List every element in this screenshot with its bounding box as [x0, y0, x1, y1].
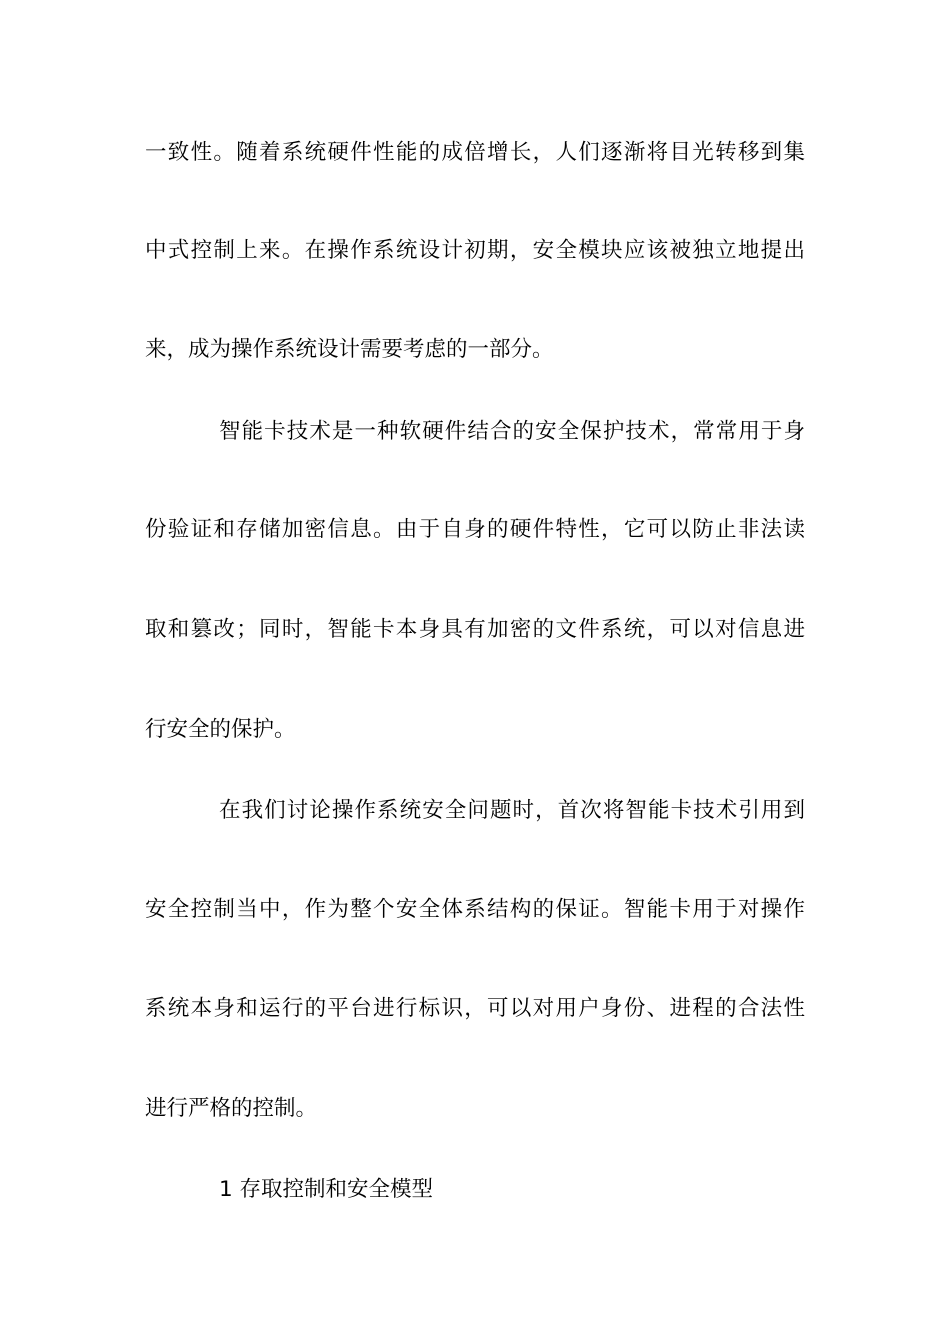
section-heading: 1 存取控制和安全模型: [219, 1177, 434, 1202]
paragraph-3-line-3: 系统本身和运行的平台进行标识，可以对用户身份、进程的合法性: [145, 996, 805, 1021]
paragraph-2-line-2: 份验证和存储加密信息。由于自身的硬件特性，它可以防止非法读: [145, 517, 805, 542]
paragraph-1-line-1: 一致性。随着系统硬件性能的成倍增长，人们逐渐将目光转移到集: [145, 140, 805, 165]
paragraph-2-line-3: 取和篡改；同时，智能卡本身具有加密的文件系统，可以对信息进: [145, 617, 805, 642]
paragraph-2-line-4: 行安全的保护。: [145, 717, 296, 742]
paragraph-1-line-2: 中式控制上来。在操作系统设计初期，安全模块应该被独立地提出: [145, 238, 805, 263]
paragraph-3-line-4: 进行严格的控制。: [145, 1096, 318, 1121]
paragraph-3-line-1: 在我们讨论操作系统安全问题时，首次将智能卡技术引用到: [219, 798, 805, 823]
paragraph-1-line-3: 来，成为操作系统设计需要考虑的一部分。: [145, 337, 554, 362]
paragraph-2-line-1: 智能卡技术是一种软硬件结合的安全保护技术，常常用于身: [219, 419, 805, 444]
paragraph-3-line-2: 安全控制当中，作为整个安全体系结构的保证。智能卡用于对操作: [145, 897, 805, 922]
